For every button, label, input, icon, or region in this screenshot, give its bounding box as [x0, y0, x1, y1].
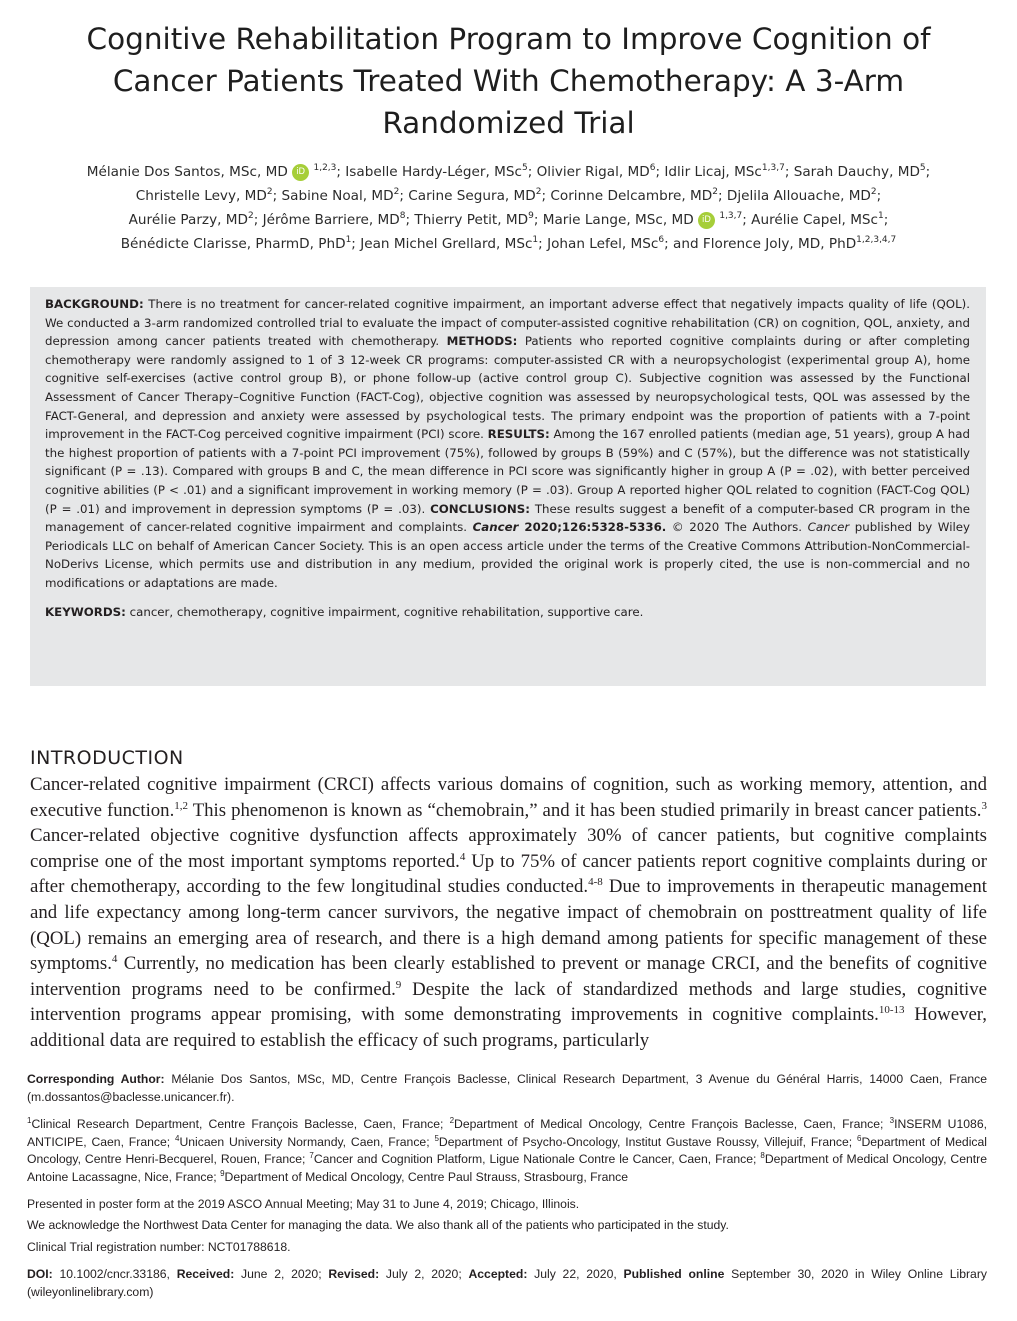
affiliation-text: Department of Psycho-Oncology, Institut Gustave Roussy, Villejuif, France;: [438, 1134, 858, 1149]
author-affiliation-sup: 1,3,7: [719, 211, 743, 221]
abstract-section-text: Patients who reported cognitive complaints during or after completing chemotherapy were randomly assigned to 1 of 3 12-week CR programs: computer-assisted CR with a neuropsychologist (experimental group A), home cognitive self-exercises (active control group B), or phone follow-up (active control group C). Subjective cognition was assessed by the Functional Assessment of Cancer Therapy–Cognitive Function (FACT-Cog), objective cognition was assessed by neuropsychological tests, QOL was assessed by the FACT-General, and depression and anxiety were assessed by psychological tests. The primary endpoint was the proportion of patients with a 7-point improvement in the FACT-Cog perceived cognitive impairment (PCI) score.: [45, 334, 971, 442]
author-name: Bénédicte Clarisse, PharmD, PhD: [120, 236, 346, 252]
author-affiliation-sup: 2: [870, 187, 877, 197]
reference-superscript: 9: [395, 978, 402, 991]
author-affiliation-sup: 1: [532, 235, 539, 245]
affiliation-text: INSERM U1086, ANTICIPE, Caen, France;: [27, 1117, 987, 1149]
author-name: Sabine Noal, MD: [281, 188, 394, 204]
affiliation-number: 7: [309, 1151, 314, 1160]
author-name: Mélanie Dos Santos, MSc, MD: [86, 164, 288, 180]
author-name: Jérôme Barriere, MD: [262, 212, 400, 228]
keywords: [45, 603, 970, 622]
pub-info-label: Revised:: [328, 1267, 380, 1281]
abstract-section-label: METHODS:: [446, 334, 518, 349]
author-affiliation-sup: 6: [649, 163, 656, 173]
introduction-body: [30, 772, 987, 1054]
affiliations: [27, 1116, 987, 1186]
affiliation-number: 5: [434, 1133, 439, 1143]
intro-text: Cancer-related objective cognitive dysfunction affects approximately 30% of cancer patients, but cognitive complaints comprise one of the most important symptoms reported.: [30, 825, 987, 872]
intro-text: Due to improvements in therapeutic management and life expectancy among long-term cancer survivors, the negative impact of chemobrain on posttreatment quality of life (QOL) remains an emerging area of research, and there is a high demand among patients for specific management of these symptoms.: [30, 876, 987, 975]
abstract-text: [45, 295, 970, 593]
corresponding-text: Mélanie Dos Santos, MSc, MD, Centre François Baclesse, Clinical Research Department, 3 Avenue du Général Harris, 14000 Caen, France (m.dossantos@baclesse.unicancer.fr).: [27, 1072, 987, 1104]
author-affiliation-sup: 1,2,3: [313, 163, 337, 173]
orcid-icon[interactable]: iD: [698, 212, 715, 229]
abstract-section-label: CONCLUSIONS:: [430, 501, 530, 516]
pub-info-value: July 22, 2020,: [527, 1267, 624, 1281]
orcid-icon[interactable]: iD: [292, 164, 309, 181]
license-text: © 2020 The Authors.: [666, 520, 808, 535]
author-affiliation-sup: 9: [528, 211, 534, 221]
pub-info-label: DOI:: [27, 1267, 53, 1281]
affiliation-text: Department of Medical Oncology, Centre Antoine Lacassagne, Nice, France;: [27, 1152, 987, 1184]
intro-text: However, additional data are required to establish the efficacy of such programs, particularly: [30, 1004, 987, 1051]
pub-info-value: 10.1002/cncr.33186,: [52, 1267, 177, 1281]
corresponding-author: [27, 1071, 987, 1106]
author-name: Aurélie Parzy, MD: [128, 212, 248, 228]
introduction-heading: INTRODUCTION: [30, 747, 184, 769]
pub-info-value: July 2, 2020;: [379, 1267, 469, 1281]
abstract-section-text: Among the 167 enrolled patients (median age, 51 years), group A had the highest proportion of patients with a 7-point PCI improvement (75%), followed by groups B (59%) and C (57%), but the difference was not statistically significant (P = .13). Compared with groups B and C, the mean difference in PCI score was significantly higher in group A (P = .02), with better perceived cognitive abilities (P < .01) and a significant improvement in working memory (P = .03). Group A reported higher QOL related to cognition (FACT-Cog QOL) (P = .01) and improvement in depression symptoms (P = .03).: [45, 427, 970, 516]
keywords-text: cancer, chemotherapy, cognitive impairment, cognitive rehabilitation, supportive care.: [125, 604, 644, 619]
affiliation-number: 4: [174, 1133, 180, 1143]
author-name: Idlir Licaj, MSc: [664, 164, 762, 180]
author-list: Mélanie Dos Santos, MSc, MD iD $^{1,2,3}$; Isabelle Hardy-Léger, MSc$^5$; Olivier Rigal, $MD^6$; Idlir Licaj, MSc$^{1,3,7}$; Sarah Dauchy, $MD^5$; Christelle Levy, $MD^2$; Sabine Noal, $MD^2$; Carine Segura, $MD^2$; Corinne Delcambre, $MD^2$; Djelila Allouache, $MD^2$; Aurélie Parzy, $MD^2$; Jérôme Barriere, $MD^8$; Thierry Petit, $MD^9$; Marie Lange, MSc, MD iD $^{1,3,7}$; Aurélie Capel, MSc$^1$; Bénédicte Clarisse, PharmD, PhD$^1$; Jean Michel Grellard, MSc$^1$; Johan Lefel, MSc$^6$; and Florence Joly, MD, PhD$^{1,2,3,4,7}$: [86, 163, 931, 252]
affiliation-text: Department of Medical Oncology, Centre Henri-Becquerel, Rouen, France;: [27, 1134, 987, 1166]
abstract-section-label: BACKGROUND:: [45, 297, 144, 311]
author-name: Corinne Delcambre, MD: [550, 188, 713, 204]
author-affiliation-sup: 1: [878, 211, 884, 221]
affiliation-number: 6: [857, 1133, 862, 1143]
author-affiliation-sup: 5: [919, 163, 926, 173]
note-acknowledgment: We acknowledge the Northwest Data Center for managing the data. We also thank all of the patients who participated in the study.: [27, 1218, 729, 1232]
intro-text: Despite the lack of standardized methods and large studies, cognitive intervention programs appear promising, with some demonstrating improvements in cognitive complaints.: [30, 978, 987, 1026]
pub-info-value: June 2, 2020;: [234, 1267, 329, 1281]
author-affiliation-sup: 8: [399, 211, 406, 221]
intro-text: Cancer-related cognitive impairment (CRCI) affects various domains of cognition, such as working memory, attention, and executive function.: [30, 774, 987, 821]
author-name: Isabelle Hardy-Léger, MSc: [345, 164, 522, 180]
intro-text: This phenomenon is known as “chemobrain,” and it has been studied primarily in breast cancer patients.: [188, 799, 982, 821]
reference-superscript: 3: [981, 799, 987, 812]
abstract-section-text: These results suggest a benefit of a computer-based CR program in the management of cancer-related cognitive impairment and complaints.: [45, 501, 970, 535]
affiliation-text: Department of Medical Oncology, Centre François Baclesse, Caen, France;: [454, 1117, 890, 1131]
license-text: published by Wiley Periodicals LLC on behalf of American Cancer Society. This is an open access article under the terms of the Creative Commons Attribution-NonCommercial-NoDerivs License, which permits use and distribution in any medium, provided the original work is properly cited, the use is non-commercial and no modifications or adaptations are made.: [45, 520, 971, 590]
author-name: Carine Segura, MD: [408, 188, 536, 204]
author-affiliation-sup: 2: [535, 187, 542, 197]
abstract-section-text: There is no treatment for cancer-related cognitive impairment, an important adverse effect that negatively impacts quality of life (QOL). We conducted a 3-arm randomized controlled trial to evaluate the impact of computer-assisted cognitive rehabilitation (CR) on cognition, QOL, anxiety, and depression among cancer patients treated with chemotherapy.: [45, 297, 970, 349]
article-title: Cognitive Rehabilitation Program to Improve Cognition of Cancer Patients Treated With Chemotherapy: A 3-Arm Randomized Trial: [86, 22, 931, 140]
affiliation-number: 3: [889, 1116, 895, 1125]
intro-text: Up to 75% of cancer patients report cognitive complaints during or after chemotherapy, according to the few longitudinal studies conducted.: [30, 850, 987, 898]
pub-info-label: Published online: [623, 1267, 725, 1281]
intro-text: Currently, no medication has been clearly established to prevent or manage CRCI, and the benefits of cognitive intervention programs need to be confirmed.: [30, 953, 987, 1000]
note-presented: Presented in poster form at the 2019 ASCO Annual Meeting; May 31 to June 4, 2019; Chicago, Illinois.: [27, 1197, 580, 1211]
abstract-box: [30, 287, 986, 686]
abstract-section-label: RESULTS:: [487, 427, 550, 442]
author-affiliation-sup: 1,2,3,4,7: [856, 235, 897, 245]
pub-info-label: Accepted:: [468, 1267, 528, 1281]
author-affiliation-sup: 1: [345, 235, 352, 245]
author-affiliation-sup: 2: [266, 187, 273, 197]
affiliation-text: Clinical Research Department, Centre François Baclesse, Caen, France;: [31, 1117, 450, 1131]
author-affiliation-sup: 2: [247, 211, 254, 221]
affiliation-text: Cancer and Cognition Platform, Ligue Nationale Contre le Cancer, Caen, France;: [313, 1152, 761, 1166]
author-name: Olivier Rigal, MD: [536, 164, 650, 180]
citation-ref: 2020;126:5328-5336.: [518, 520, 667, 535]
author-name: Aurélie Capel, MSc: [751, 212, 879, 228]
affiliation-number: 9: [220, 1168, 225, 1178]
pub-info-value: September 30, 2020 in Wiley Online Library (wileyonlinelibrary.com): [27, 1267, 987, 1299]
citation-journal: Cancer: [472, 520, 519, 535]
corresponding-label: Corresponding Author:: [27, 1072, 165, 1086]
author-name: Florence Joly, MD, PhD: [702, 236, 857, 252]
author-name: Thierry Petit, MD: [414, 212, 529, 228]
reference-superscript: 10-13: [878, 1004, 905, 1017]
author-name: Marie Lange, MSc, MD: [542, 212, 694, 228]
citation-journal-name: Cancer: [807, 520, 850, 535]
author-name: Jean Michel Grellard, MSc: [360, 236, 533, 252]
note-trial-registration: Clinical Trial registration number: NCT01788618.: [27, 1240, 291, 1254]
affiliation-number: 2: [449, 1116, 455, 1125]
doi-publication-info: [27, 1266, 987, 1301]
reference-superscript: 4: [459, 850, 466, 863]
affiliation-text: Department of Medical Oncology, Centre Paul Strauss, Strasbourg, France: [224, 1169, 629, 1184]
author-affiliation-sup: 5: [521, 163, 528, 173]
reference-superscript: 1,2: [174, 799, 189, 812]
author-name: Johan Lefel, MSc: [547, 236, 659, 252]
author-name: Djelila Allouache, MD: [726, 188, 871, 204]
author-name: Christelle Levy, MD: [135, 188, 267, 204]
author-affiliation-sup: 6: [658, 235, 665, 245]
author-name: Sarah Dauchy, MD: [793, 164, 920, 180]
author-affiliation-sup: 2: [712, 187, 718, 197]
pub-info-label: Received:: [176, 1267, 235, 1281]
author-affiliation-sup: 2: [393, 187, 400, 197]
reference-superscript: 4-8: [588, 876, 603, 889]
author-affiliation-sup: 1,3,7: [761, 163, 785, 173]
affiliation-number: 8: [760, 1151, 765, 1160]
affiliation-number: 1: [27, 1116, 32, 1125]
affiliation-text: Unicaen University Normandy, Caen, France;: [179, 1134, 435, 1149]
author-conjunction: and: [673, 236, 703, 252]
keywords-label: KEYWORDS:: [45, 604, 126, 619]
reference-superscript: 4: [111, 953, 118, 966]
